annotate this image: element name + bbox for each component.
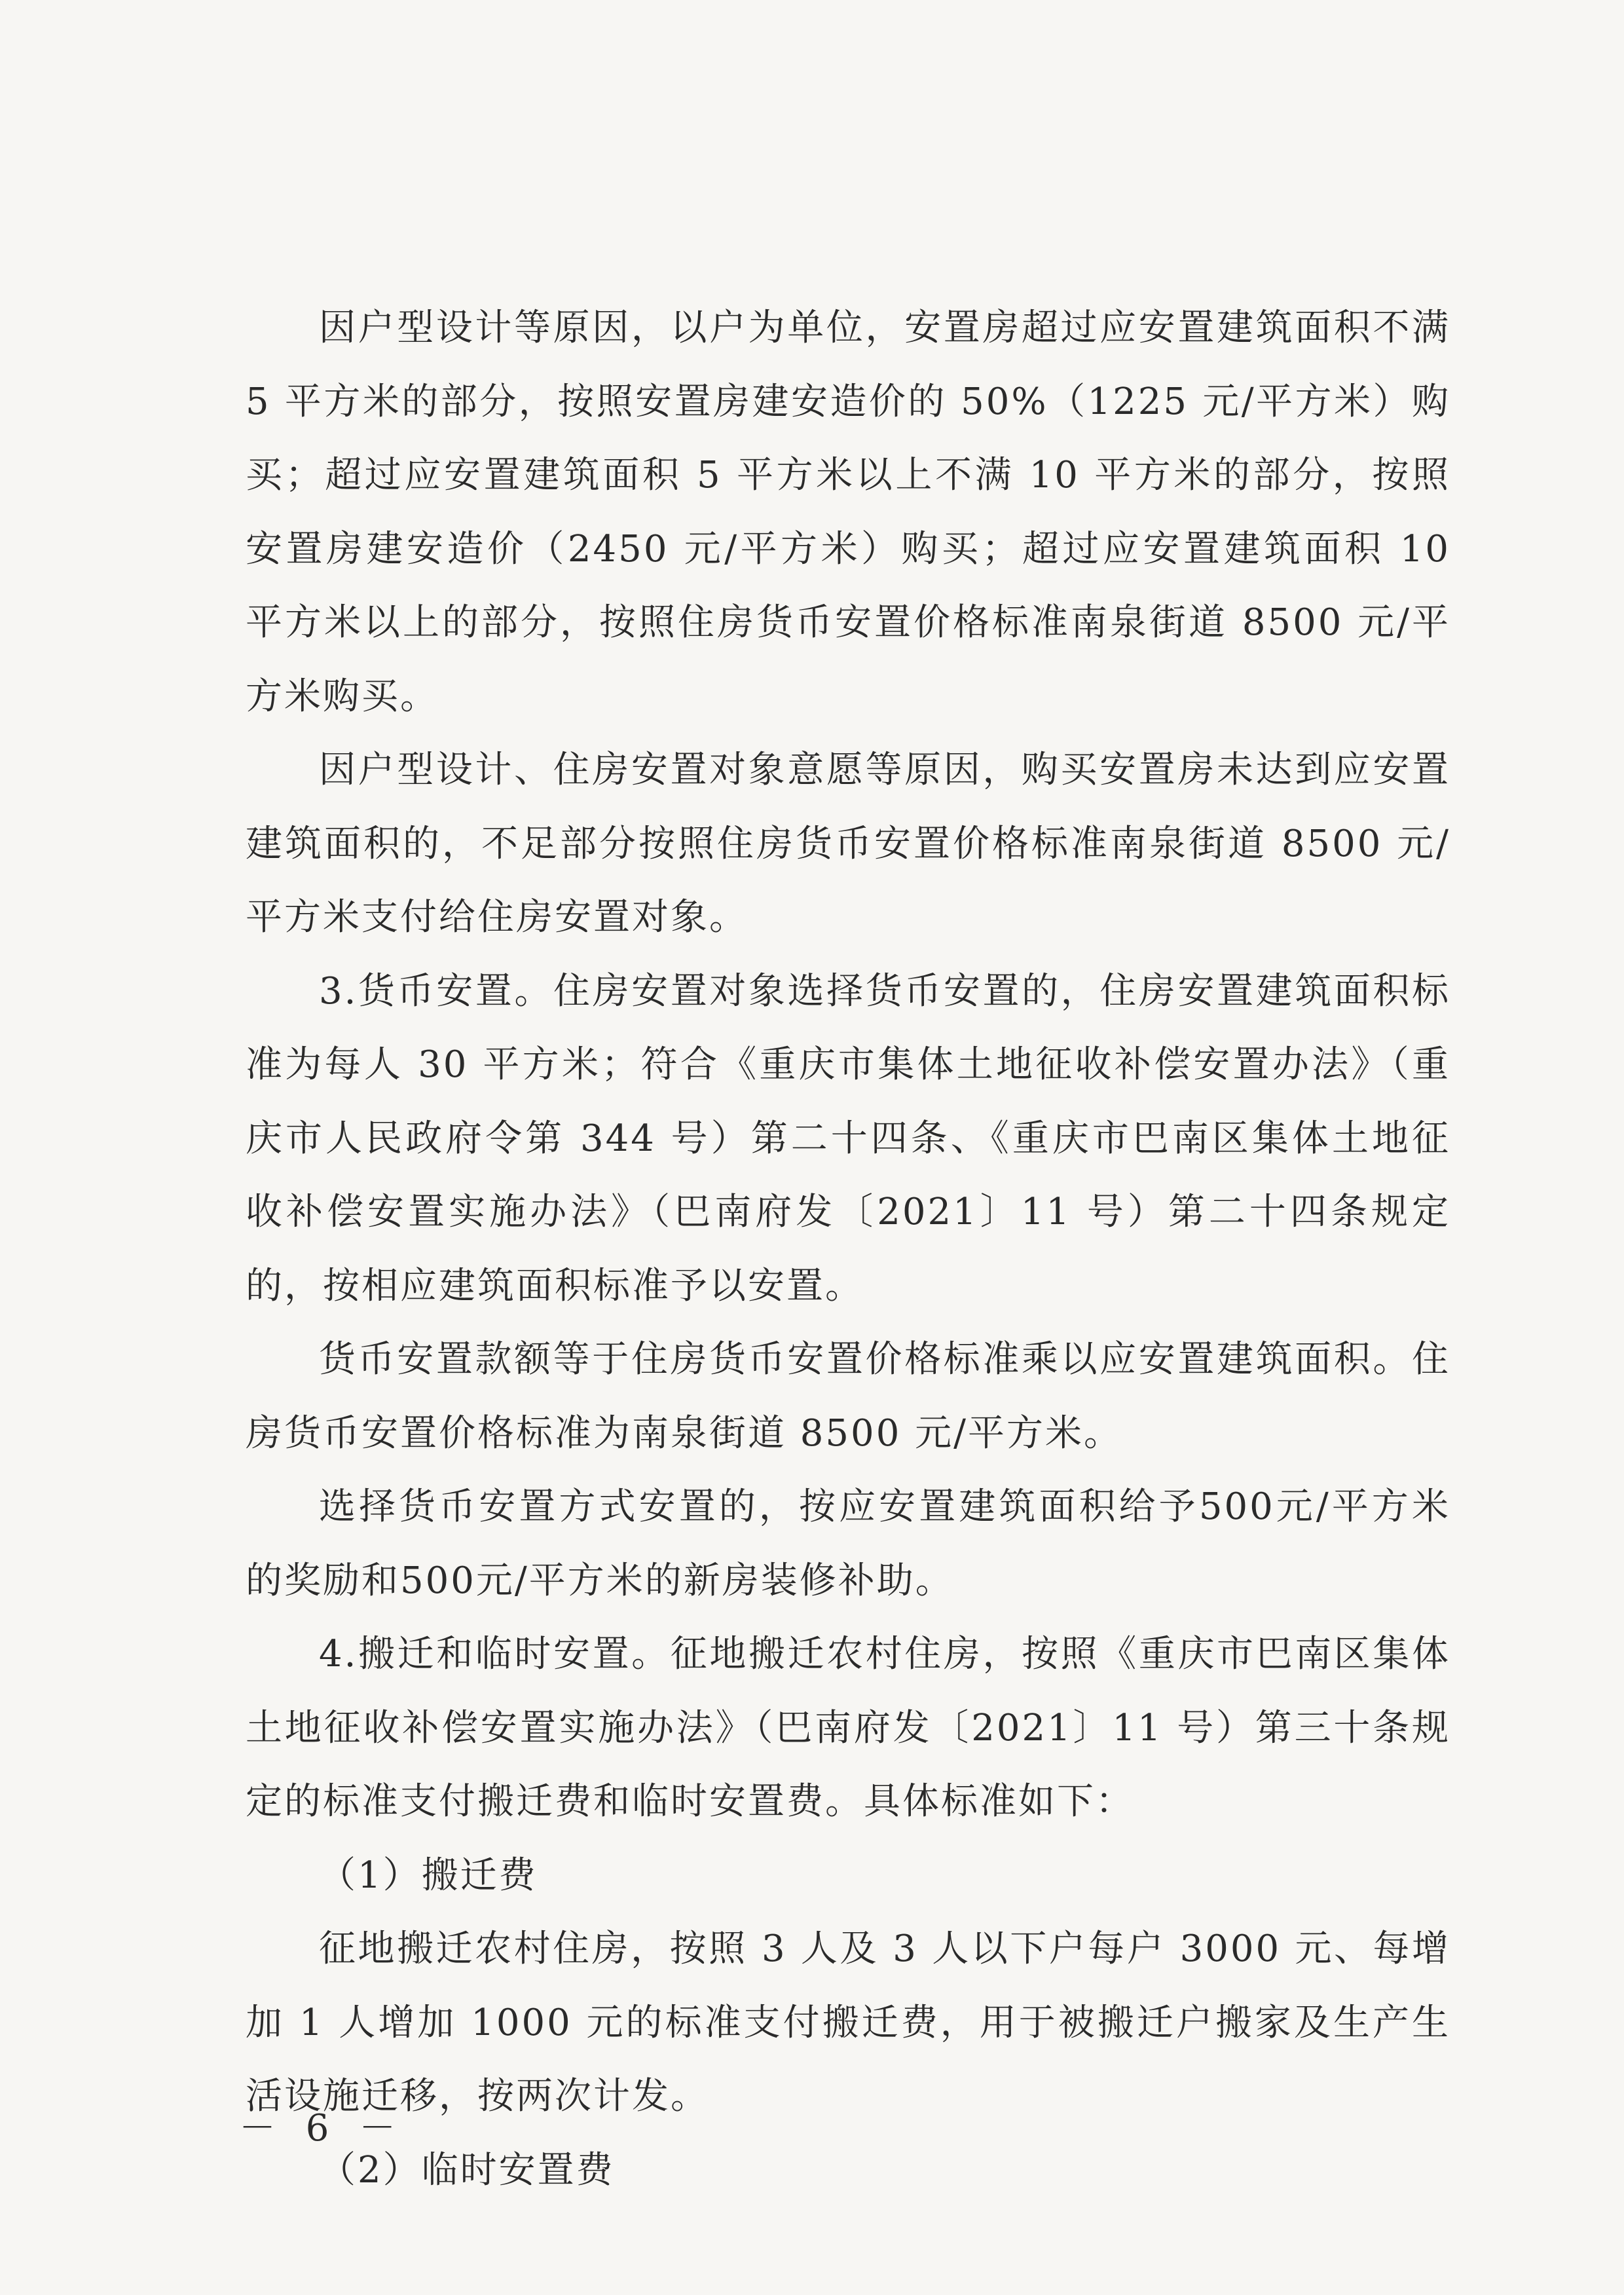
paragraph-monetary-resettlement: 3.货币安置。住房安置对象选择货币安置的，住房安置建筑面积标准为每人 30 平方米；符合《重庆市集体土地征收补偿安置办法》（重庆市人民政府令第 344 号）第二十四条、《重庆市巴南区集体土地征收补偿安置实施办法》（巴南府发〔2021〕11 号）第二十四条规定的，按相应建筑面积标准予以安置。 — [246, 969, 1450, 1307]
paragraph-shortfall-compensation: 因户型设计、住房安置对象意愿等原因，购买安置房未达到应安置建筑面积的，不足部分按照住房货币安置价格标准南泉街道 8500 元/平方米支付给住房安置对象。 — [246, 749, 1450, 939]
page-number: － 6 － — [239, 2107, 405, 2150]
subheading-relocation-fee: （1）搬迁费 — [319, 1854, 538, 1897]
paragraph-overbuy-purchase: 因户型设计等原因，以户为单位，安置房超过应安置建筑面积不满 5 平方米的部分，按照安置房建安造价的 50%（1225 元/平方米）购买；超过应安置建筑面积 5 平方米以上不满 10 平方米的部分，按照安置房建安造价（2450 元/平方米）购买；超过应安置建筑面积 10 平方米以上的部分，按照住房货币安置价格标准南泉街道 8500 元/平方米购买。 — [246, 307, 1450, 718]
paragraph-monetary-reward: 选择货币安置方式安置的，按应安置建筑面积给予500元/平方米的奖励和500元/平方米的新房装修补助。 — [246, 1485, 1450, 1602]
paragraph-monetary-amount: 货币安置款额等于住房货币安置价格标准乘以应安置建筑面积。住房货币安置价格标准为南泉街道 8500 元/平方米。 — [246, 1338, 1450, 1455]
paragraph-relocation-fee-standard: 征地搬迁农村住房，按照 3 人及 3 人以下户每户 3000 元、每增加 1 人增加 1000 元的标准支付搬迁费，用于被搬迁户搬家及生产生活设施迁移，按两次计发。 — [246, 1928, 1451, 2118]
paragraph-relocation-temporary: 4.搬迁和临时安置。征地搬迁农村住房，按照《重庆市巴南区集体土地征收补偿安置实施办法》（巴南府发〔2021〕11 号）第三十条规定的标准支付搬迁费和临时安置费。具体标准如下： — [246, 1633, 1450, 1823]
document-body — [246, 291, 1450, 2207]
subheading-temporary-fee: （2）临时安置费 — [319, 2148, 615, 2192]
